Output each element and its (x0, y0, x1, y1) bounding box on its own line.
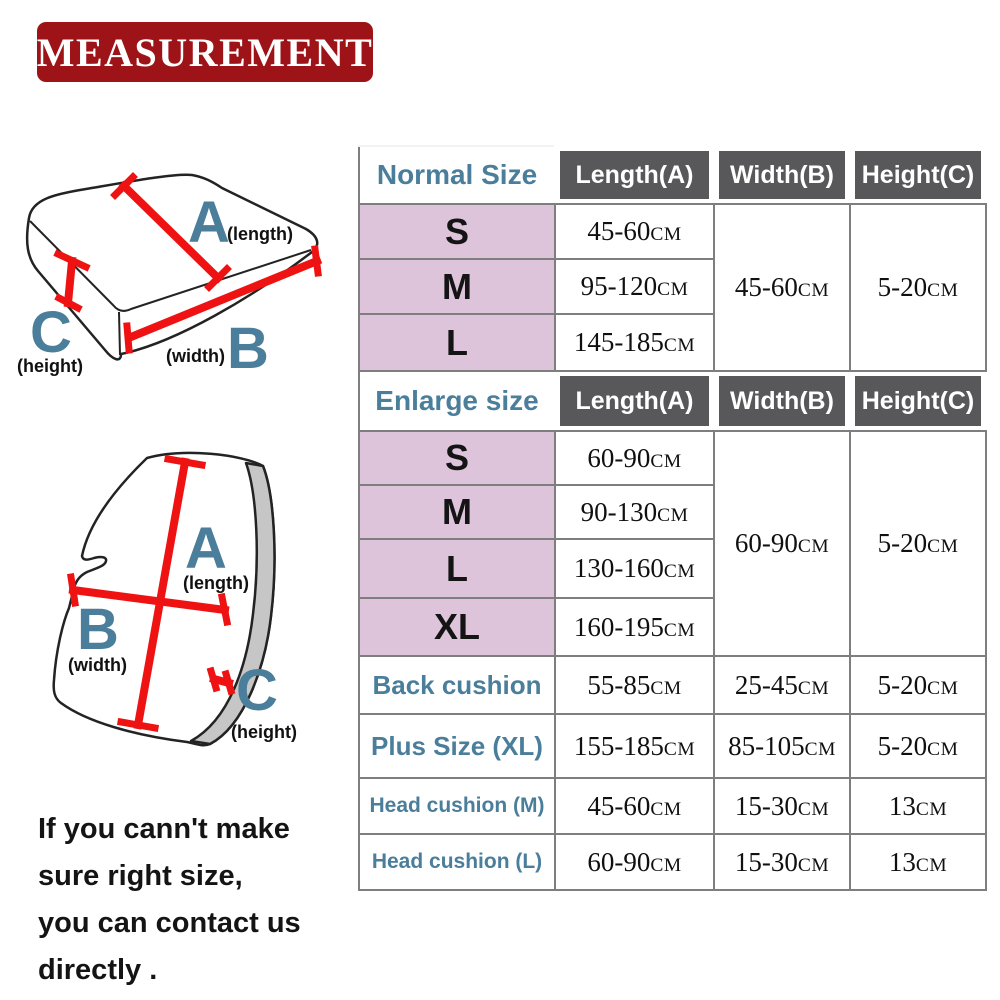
size-cell: L (359, 314, 555, 371)
table-header-row (359, 146, 986, 204)
length-cell: 60-90CM (555, 834, 714, 890)
width-cell-merged: 45-60CM (714, 204, 850, 371)
cushion-front-corner-edge (119, 312, 120, 355)
length-cell: 45-60CM (555, 204, 714, 259)
column-header-width: Width(B) (714, 371, 850, 431)
size-cell: S (359, 431, 555, 485)
length-cell: 55-85CM (555, 656, 714, 714)
table-header-row (359, 371, 986, 431)
note-line: you can contact us (38, 907, 301, 939)
length-cell: 145-185CM (555, 314, 714, 371)
height-cell: 13CM (850, 834, 986, 890)
size-cell: M (359, 485, 555, 539)
size-cell: L (359, 539, 555, 598)
seat-cushion-diagram (15, 150, 345, 400)
column-header-length: Length(A) (555, 146, 714, 204)
table-row (359, 656, 986, 714)
length-cell: 60-90CM (555, 431, 714, 485)
label-a-caption: (length) (183, 573, 249, 593)
banner-title: MEASUREMENT (36, 29, 374, 75)
label-b: B (77, 597, 119, 662)
column-header-length: Length(A) (555, 371, 714, 431)
label-b-caption: (width) (68, 655, 127, 675)
size-table (358, 145, 987, 891)
section-header-enlarge-size: Enlarge size (359, 371, 555, 431)
column-header-height: Height(C) (850, 371, 986, 431)
length-cell: 160-195CM (555, 598, 714, 656)
note-line: sure right size, (38, 860, 243, 892)
height-cell-merged: 5-20CM (850, 431, 986, 656)
table-row (359, 714, 986, 778)
back-cushion-diagram (15, 430, 355, 790)
label-a: A (188, 190, 230, 255)
height-cell-merged: 5-20CM (850, 204, 986, 371)
row-label-head-cushion-l: Head cushion (L) (359, 834, 555, 890)
length-cell: 130-160CM (555, 539, 714, 598)
width-cell: 15-30CM (714, 834, 850, 890)
label-b-caption: (width) (166, 346, 225, 366)
size-cell: XL (359, 598, 555, 656)
measure-line-c (68, 261, 72, 303)
table-row (359, 431, 986, 485)
note-line: directly . (38, 954, 158, 986)
length-cell: 95-120CM (555, 259, 714, 314)
label-b: B (227, 316, 269, 381)
length-cell: 45-60CM (555, 778, 714, 834)
width-cell: 25-45CM (714, 656, 850, 714)
label-a: A (185, 516, 227, 581)
size-cell: M (359, 259, 555, 314)
size-cell: S (359, 204, 555, 259)
note-line: If you cann't make (38, 813, 290, 845)
measurement-banner (37, 22, 373, 82)
column-header-width: Width(B) (714, 146, 850, 204)
section-header-normal-size: Normal Size (359, 146, 555, 204)
column-header-height: Height(C) (850, 146, 986, 204)
width-cell-merged: 60-90CM (714, 431, 850, 656)
label-c-caption: (height) (231, 722, 297, 742)
table-row (359, 778, 986, 834)
length-cell: 90-130CM (555, 485, 714, 539)
label-c-caption: (height) (17, 356, 83, 376)
height-cell: 5-20CM (850, 714, 986, 778)
height-cell: 13CM (850, 778, 986, 834)
row-label-plus-size: Plus Size (XL) (359, 714, 555, 778)
table-row (359, 834, 986, 890)
table-row (359, 204, 986, 259)
length-cell: 155-185CM (555, 714, 714, 778)
label-a-caption: (length) (227, 224, 293, 244)
height-cell: 5-20CM (850, 656, 986, 714)
label-c: C (236, 658, 278, 723)
row-label-head-cushion-m: Head cushion (M) (359, 778, 555, 834)
width-cell: 15-30CM (714, 778, 850, 834)
label-c: C (30, 300, 72, 365)
row-label-back-cushion: Back cushion (359, 656, 555, 714)
contact-note (38, 806, 301, 994)
width-cell: 85-105CM (714, 714, 850, 778)
